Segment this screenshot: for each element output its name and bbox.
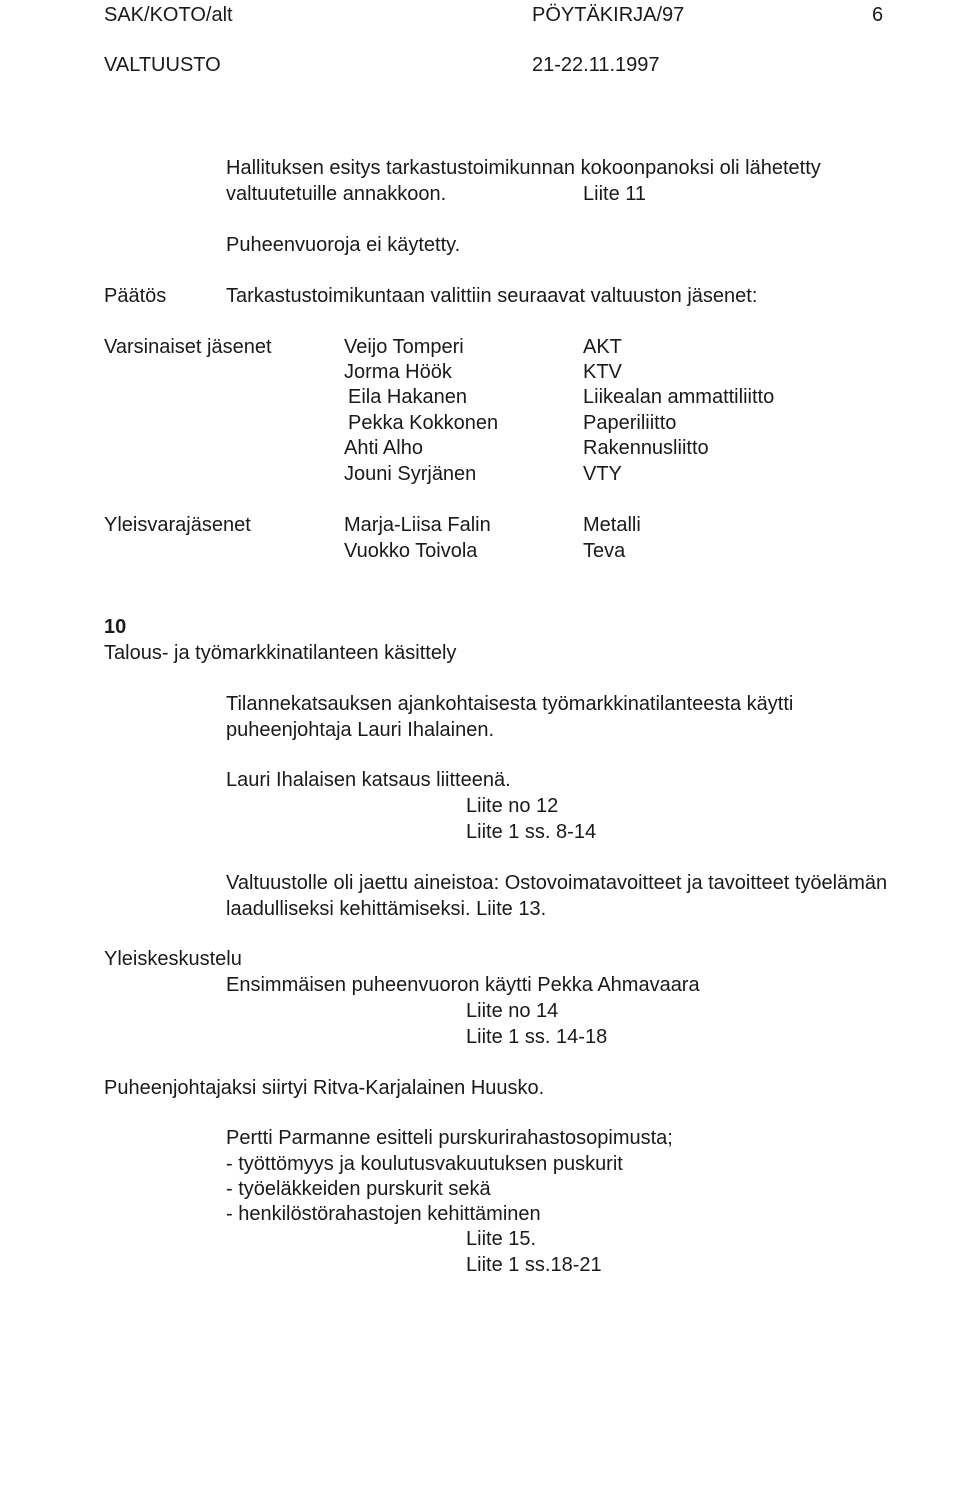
intro-line-3: Puheenvuoroja ei käytetty.: [226, 234, 461, 256]
decision-text: Tarkastustoimikuntaan valittiin seuraavat valtuuston jäsenet:: [226, 285, 758, 307]
intro-line-1: Hallituksen esitys tarkastustoimikunnan kokoonpanoksi oli lähetetty: [226, 157, 821, 179]
member-name: Pekka Kokkonen: [348, 412, 499, 434]
attachment-ref: Liite no 12: [466, 795, 559, 817]
chair-change: Puheenjohtajaksi siirtyi Ritva-Karjalainen Huusko.: [104, 1077, 545, 1099]
paragraph-2: Lauri Ihalaisen katsaus liitteenä.: [226, 769, 511, 791]
header-document: PÖYTÄKIRJA/97: [532, 4, 685, 26]
header-date: 21-22.11.1997: [532, 54, 660, 76]
attachment-ref: Liite 1 ss.18-21: [466, 1254, 602, 1276]
deputy-name: Vuokko Toivola: [344, 540, 478, 562]
deputy-union: Metalli: [583, 514, 641, 536]
paragraph-1-line-1: Tilannekatsauksen ajankohtaisesta työmarkkinatilanteesta käytti: [226, 693, 794, 715]
paragraph-1-line-2: puheenjohtaja Lauri Ihalainen.: [226, 719, 494, 741]
paragraph-4: Ensimmäisen puheenvuoron käytti Pekka Ahmavaara: [226, 974, 700, 996]
attachment-ref: Liite 1 ss. 8-14: [466, 821, 597, 843]
attachment-ref: Liite no 14: [466, 1000, 559, 1022]
member-name: Jouni Syrjänen: [344, 463, 477, 485]
member-union: VTY: [583, 463, 622, 485]
intro-line-2: valtuutetuille annakkoon.: [226, 183, 447, 205]
list-item: - työttömyys ja koulutusvakuutuksen puskurit: [226, 1153, 623, 1175]
paragraph-5-line-1: Pertti Parmanne esitteli purskurirahastosopimusta;: [226, 1127, 673, 1149]
attachment-ref: Liite 1 ss. 14-18: [466, 1026, 608, 1048]
section-number: 10: [104, 616, 127, 638]
header-org: SAK/KOTO/alt: [104, 4, 233, 26]
section-title: Talous- ja työmarkkinatilanteen käsittely: [104, 642, 457, 664]
member-union: Liikealan ammattiliitto: [583, 386, 775, 408]
paragraph-3-line-1: Valtuustolle oli jaettu aineistoa: Ostovoimatavoitteet ja tavoitteet työelämän: [226, 872, 888, 894]
intro-attachment-ref: Liite 11: [583, 183, 647, 205]
regular-members-label: Varsinaiset jäsenet: [104, 336, 272, 358]
member-union: AKT: [583, 336, 622, 358]
header-page-number: 6: [872, 4, 884, 26]
member-name: Veijo Tomperi: [344, 336, 464, 358]
member-union: Rakennusliitto: [583, 437, 709, 459]
member-name: Eila Hakanen: [348, 386, 467, 408]
member-union: KTV: [583, 361, 622, 383]
discussion-label: Yleiskeskustelu: [104, 948, 242, 970]
list-item: - työeläkkeiden purskurit sekä: [226, 1178, 491, 1200]
member-name: Jorma Höök: [344, 361, 452, 383]
member-union: Paperiliitto: [583, 412, 677, 434]
paragraph-3-line-2: laadulliseksi kehittämiseksi. Liite 13.: [226, 898, 547, 920]
attachment-ref: Liite 15.: [466, 1228, 537, 1250]
list-item: - henkilöstörahastojen kehittäminen: [226, 1203, 541, 1225]
decision-label: Päätös: [104, 285, 167, 307]
deputy-union: Teva: [583, 540, 626, 562]
deputy-members-label: Yleisvarajäsenet: [104, 514, 251, 536]
member-name: Ahti Alho: [344, 437, 423, 459]
deputy-name: Marja-Liisa Falin: [344, 514, 491, 536]
header-body-name: VALTUUSTO: [104, 54, 221, 76]
